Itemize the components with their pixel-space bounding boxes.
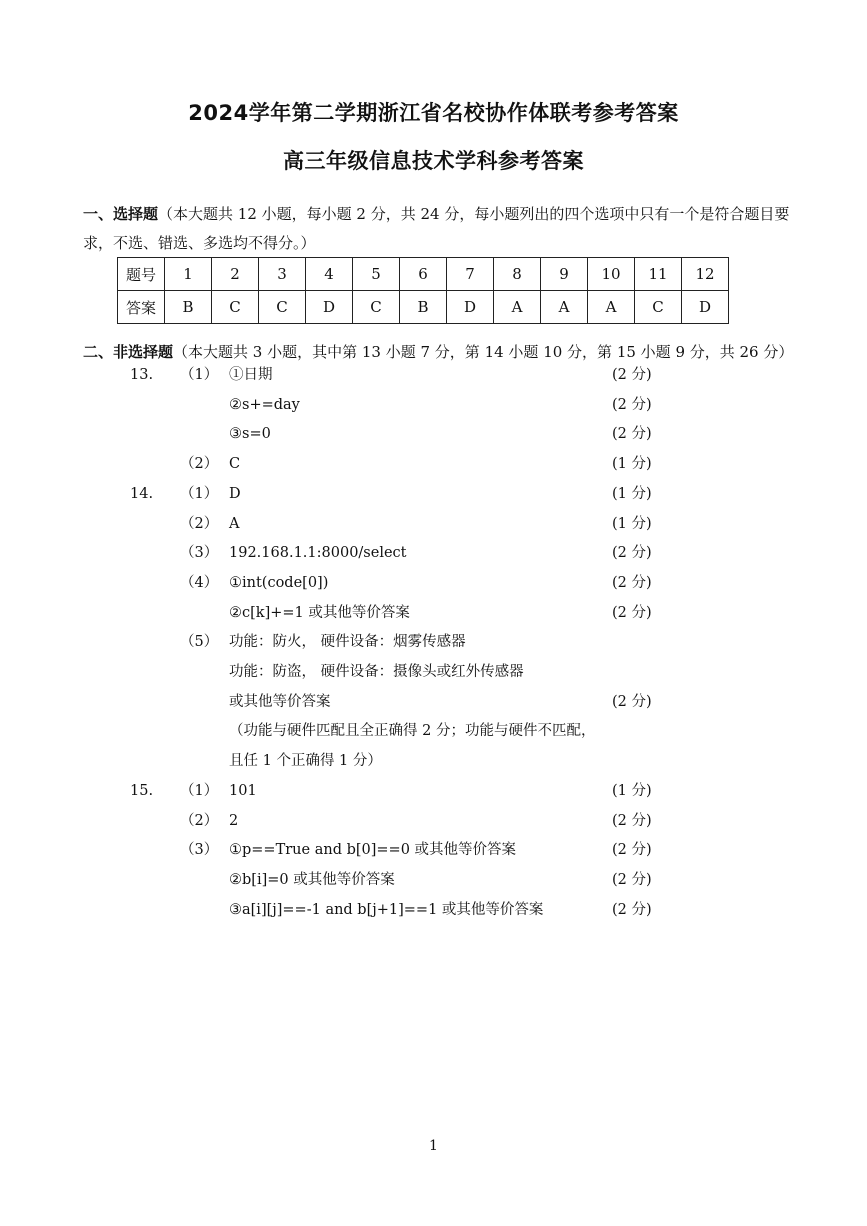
row-label: 答案	[118, 291, 165, 324]
question-number: 14.	[130, 485, 154, 502]
answer-text: D	[229, 485, 241, 502]
points: (2 分)	[612, 604, 652, 621]
section2-desc: （本大题共 3 小题，其中第 13 小题 7 分，第 14 小题 10 分，第 15 小题 9 分，共 26 分）	[173, 343, 794, 361]
subquestion-number: （5）	[180, 634, 219, 651]
page-number: 1	[429, 1138, 438, 1154]
answer-cell: D	[306, 291, 353, 324]
answer-cell: A	[588, 291, 635, 324]
answer-table	[117, 257, 729, 324]
answer-text: C	[229, 456, 241, 473]
points: (2 分)	[612, 901, 652, 918]
answer-cell: B	[400, 291, 447, 324]
question-number: 15.	[130, 782, 154, 799]
answer-text: ②c[k]+=1 或其他等价答案	[229, 604, 410, 621]
number-row	[118, 258, 729, 291]
points: (2 分)	[612, 812, 652, 829]
subquestion-number: （2）	[180, 812, 219, 829]
question-number-cell: 11	[635, 258, 682, 291]
subquestion-number: （2）	[180, 456, 219, 473]
answer-text: ①日期	[229, 367, 273, 383]
question-number-cell: 4	[306, 258, 353, 291]
answer-text: ②s+=day	[229, 396, 300, 413]
points: (1 分)	[612, 782, 652, 799]
question-number-cell: 9	[541, 258, 588, 291]
answer-text: ③a[i][j]==-1 and b[j+1]==1 或其他等价答案	[229, 901, 544, 918]
answer-text: ③s=0	[229, 426, 271, 443]
section1-heading	[83, 200, 795, 258]
question-number-cell: 1	[165, 258, 212, 291]
answer-text: 192.168.1.1:8000/select	[229, 545, 407, 562]
answer-cell: D	[447, 291, 494, 324]
points: (1 分)	[612, 456, 652, 473]
answer-text: 或其他等价答案	[229, 693, 331, 710]
points: (1 分)	[612, 515, 652, 532]
question-number-cell: 12	[682, 258, 729, 291]
section1-title: 一、选择题	[83, 205, 159, 223]
subquestion-number: （1）	[180, 782, 219, 799]
points: (2 分)	[612, 842, 652, 859]
document-title: 2024学年第二学期浙江省名校协作体联考参考答案	[188, 101, 679, 125]
subquestion-number: （1）	[180, 485, 219, 502]
answer-text: ②b[i]=0 或其他等价答案	[229, 871, 395, 888]
answer-text: 且任 1 个正确得 1 分）	[229, 753, 382, 770]
row-label: 题号	[118, 258, 165, 291]
points: (2 分)	[612, 367, 652, 383]
subquestion-number: （3）	[180, 545, 219, 562]
answer-text: ①int(code[0])	[229, 574, 329, 591]
subquestion-number: （3）	[180, 842, 219, 859]
question-number-cell: 8	[494, 258, 541, 291]
answer-cell: C	[212, 291, 259, 324]
answer-cell: D	[682, 291, 729, 324]
subquestion-number: （1）	[180, 367, 219, 383]
subquestion-number: （2）	[180, 515, 219, 532]
answer-text: 功能：防盗， 硬件设备：摄像头或红外传感器	[229, 664, 524, 680]
points: (2 分)	[612, 574, 652, 591]
answer-cell: A	[494, 291, 541, 324]
question-number-cell: 10	[588, 258, 635, 291]
answer-text: A	[229, 515, 240, 532]
section1-desc: （本大题共 12 小题，每小题 2 分，共 24 分，每小题列出的四个选项中只有一个是符合题目要求，不选、错选、多选均不得分。）	[83, 205, 790, 252]
section2-title: 二、非选择题	[83, 343, 174, 361]
question-number: 13.	[130, 367, 154, 383]
question-number-cell: 5	[353, 258, 400, 291]
points: (2 分)	[612, 693, 652, 710]
answer-text: 2	[229, 812, 239, 829]
question-number-cell: 6	[400, 258, 447, 291]
answer-cell: A	[541, 291, 588, 324]
answer-cell: C	[353, 291, 400, 324]
answer-text: ①p==True and b[0]==0 或其他等价答案	[229, 842, 517, 859]
answer-cell: C	[259, 291, 306, 324]
points: (1 分)	[612, 485, 652, 502]
points: (2 分)	[612, 396, 652, 413]
answer-text: 101	[229, 782, 257, 799]
question-number-cell: 3	[259, 258, 306, 291]
subquestion-number: （4）	[180, 574, 219, 591]
question-number-cell: 7	[447, 258, 494, 291]
document-subtitle: 高三年级信息技术学科参考答案	[283, 149, 584, 173]
points: (2 分)	[612, 871, 652, 888]
answer-row	[118, 291, 729, 324]
points: (2 分)	[612, 426, 652, 443]
answer-text: 功能：防火， 硬件设备：烟雾传感器	[229, 634, 466, 651]
answer-text: （功能与硬件匹配且全正确得 2 分；功能与硬件不匹配，	[229, 723, 596, 740]
points: (2 分)	[612, 545, 652, 562]
answer-cell: B	[165, 291, 212, 324]
question-number-cell: 2	[212, 258, 259, 291]
answer-cell: C	[635, 291, 682, 324]
